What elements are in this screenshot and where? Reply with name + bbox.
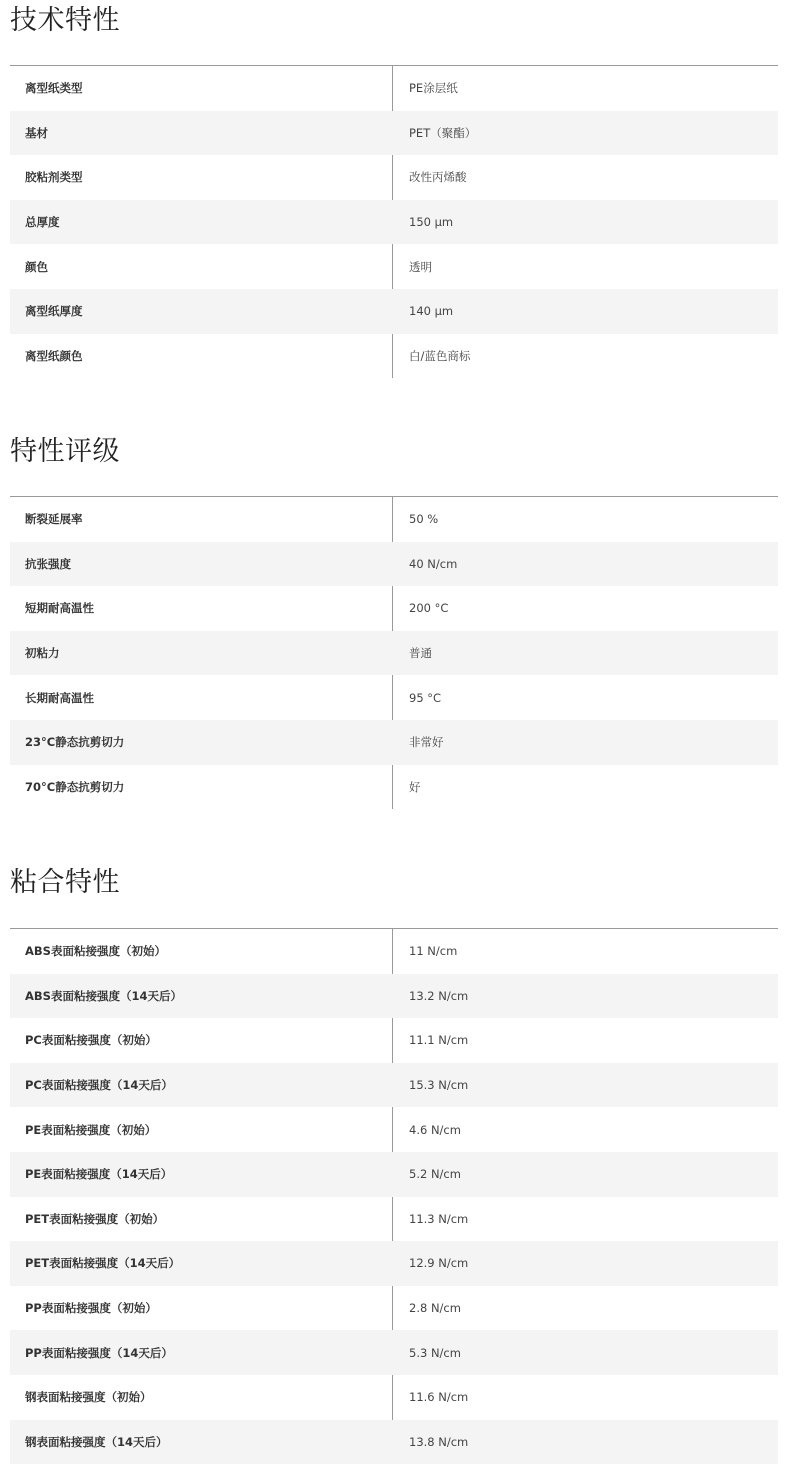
row-label: 总厚度 — [25, 215, 60, 230]
row-label: 离型纸类型 — [25, 81, 83, 96]
table-row — [10, 675, 778, 720]
table-row — [10, 720, 778, 765]
row-label: 钢表面粘接强度（14天后） — [25, 1434, 168, 1449]
row-value: 11.1 N/cm — [409, 1033, 469, 1048]
row-value: 11 N/cm — [409, 944, 458, 959]
row-label: 胶粘剂类型 — [25, 170, 83, 185]
row-value: PE涂层纸 — [409, 81, 458, 96]
table-row — [10, 586, 778, 631]
row-label: PC表面粘接强度（14天后） — [25, 1078, 173, 1093]
row-label: PP表面粘接强度（初始） — [25, 1301, 157, 1316]
row-label: 70°C静态抗剪切力 — [25, 779, 125, 794]
row-value: 12.9 N/cm — [409, 1256, 469, 1271]
row-label: 抗张强度 — [25, 556, 71, 571]
row-label: 基材 — [25, 125, 48, 140]
row-label: 颜色 — [25, 259, 48, 274]
row-value: 13.8 N/cm — [409, 1434, 469, 1449]
table-row — [10, 1375, 778, 1420]
row-value: 白/蓝色商标 — [409, 348, 471, 363]
row-value: 13.2 N/cm — [409, 988, 469, 1003]
table-row — [10, 1241, 778, 1286]
row-label: 断裂延展率 — [25, 512, 83, 527]
row-value: 2.8 N/cm — [409, 1301, 461, 1316]
performance-table — [10, 496, 778, 809]
table-row — [10, 289, 778, 334]
table-row — [10, 497, 778, 542]
table-row — [10, 244, 778, 289]
table-row — [10, 929, 778, 974]
row-label: 初粘力 — [25, 646, 60, 661]
row-value: 5.3 N/cm — [409, 1345, 461, 1360]
row-label: PET表面粘接强度（初始） — [25, 1211, 165, 1226]
row-value: 11.3 N/cm — [409, 1211, 469, 1226]
row-value: PET（聚酯） — [409, 125, 477, 140]
table-row — [10, 111, 778, 156]
row-value: 40 N/cm — [409, 556, 458, 571]
row-value: 15.3 N/cm — [409, 1078, 469, 1093]
row-label: PE表面粘接强度（初始） — [25, 1122, 157, 1137]
row-label: 短期耐高温性 — [25, 601, 94, 616]
table-row — [10, 1018, 778, 1063]
row-label: PE表面粘接强度（14天后） — [25, 1167, 173, 1182]
table-row — [10, 974, 778, 1019]
table-row — [10, 631, 778, 676]
table-row — [10, 1107, 778, 1152]
adhesion-table — [10, 928, 778, 1464]
table-row — [10, 765, 778, 810]
section-title-adhesion: 粘合特性 — [10, 867, 120, 898]
row-value: 11.6 N/cm — [409, 1390, 469, 1405]
row-label: 钢表面粘接强度（初始） — [25, 1390, 152, 1405]
row-value: 200 °C — [409, 601, 449, 616]
row-label: ABS表面粘接强度（初始） — [25, 944, 166, 959]
table-row — [10, 1286, 778, 1331]
row-value: 改性丙烯酸 — [409, 170, 467, 185]
section-title-technical: 技术特性 — [10, 5, 120, 36]
row-value: 非常好 — [409, 735, 444, 750]
row-value: 4.6 N/cm — [409, 1122, 461, 1137]
table-row — [10, 1197, 778, 1242]
table-row — [10, 66, 778, 111]
row-value: 透明 — [409, 259, 432, 274]
row-value: 95 °C — [409, 690, 442, 705]
row-value: 好 — [409, 779, 421, 794]
row-value: 140 µm — [409, 304, 454, 319]
row-label: 离型纸颜色 — [25, 348, 83, 363]
row-label: PC表面粘接强度（初始） — [25, 1033, 157, 1048]
table-row — [10, 1330, 778, 1375]
row-label: 23°C静态抗剪切力 — [25, 735, 125, 750]
table-row — [10, 542, 778, 587]
table-row — [10, 155, 778, 200]
technical-table — [10, 65, 778, 378]
table-row — [10, 200, 778, 245]
row-value: 普通 — [409, 646, 432, 661]
row-label: PP表面粘接强度（14天后） — [25, 1345, 173, 1360]
row-label: ABS表面粘接强度（14天后） — [25, 988, 182, 1003]
row-value: 50 % — [409, 512, 439, 527]
row-value: 5.2 N/cm — [409, 1167, 461, 1182]
table-row — [10, 1420, 778, 1465]
row-label: 离型纸厚度 — [25, 304, 83, 319]
table-row — [10, 1152, 778, 1197]
table-row — [10, 1063, 778, 1108]
section-title-performance: 特性评级 — [10, 436, 120, 467]
row-label: 长期耐高温性 — [25, 690, 94, 705]
row-label: PET表面粘接强度（14天后） — [25, 1256, 181, 1271]
table-row — [10, 334, 778, 379]
row-value: 150 µm — [409, 215, 454, 230]
